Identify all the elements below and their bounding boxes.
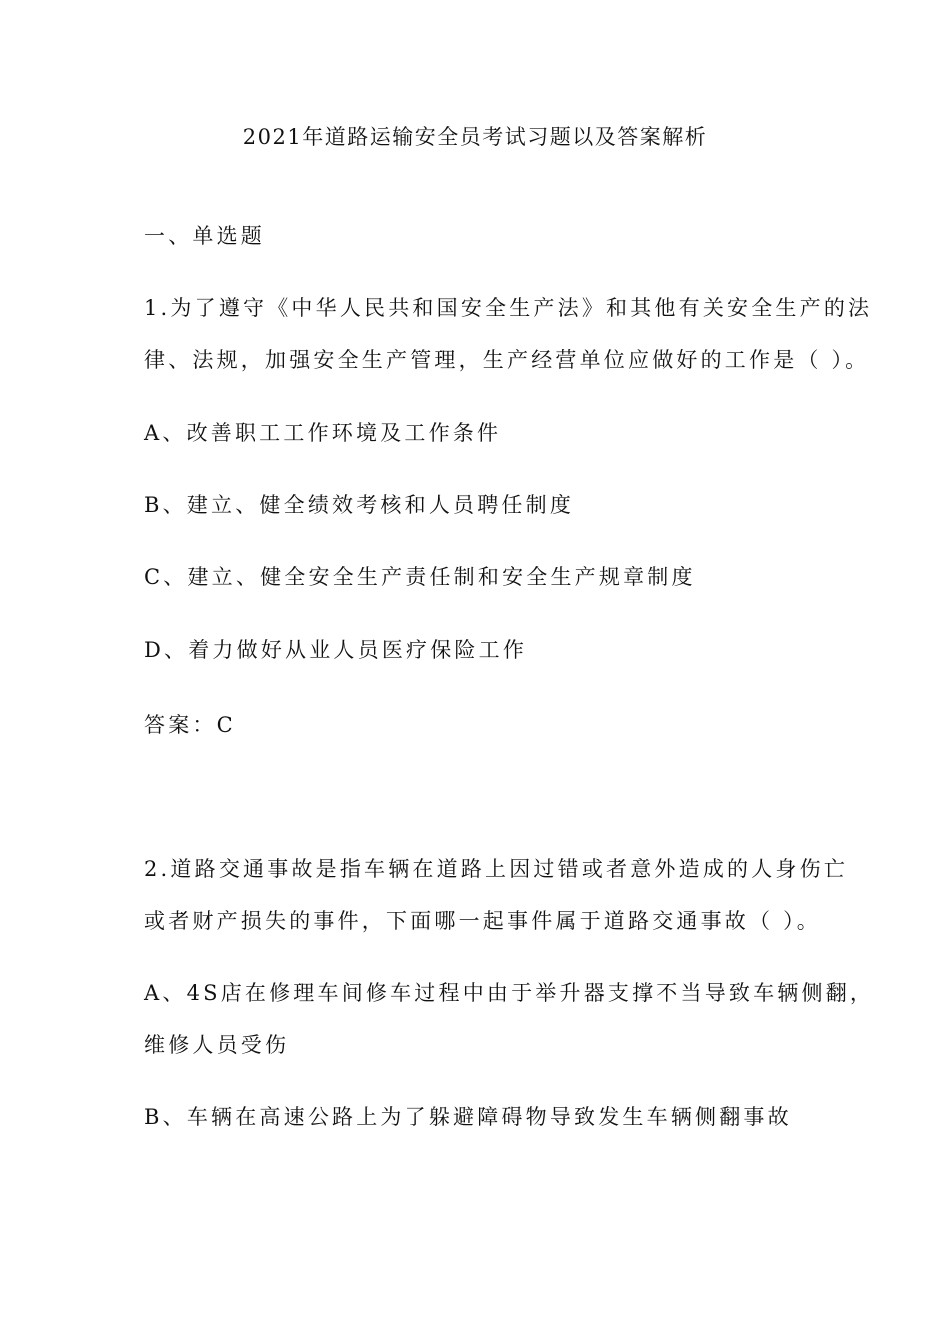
document-title: 2021年道路运输安全员考试习题以及答案解析	[242, 125, 708, 149]
question-2-option-a-line-1: A、4S店在修理车间修车过程中由于举升器支撑不当导致车辆侧翻，	[144, 981, 875, 1005]
section-heading: 一、单选题	[144, 224, 265, 248]
question-1-option-d: D、着力做好从业人员医疗保险工作	[144, 638, 528, 662]
question-1-option-b: B、建立、健全绩效考核和人员聘任制度	[144, 493, 575, 517]
question-1-stem-line-2: 律、法规，加强安全生产管理，生产经营单位应做好的工作是（ ）。	[144, 348, 870, 372]
question-1-answer: 答案：C	[144, 713, 236, 737]
question-2-option-b: B、车辆在高速公路上为了躲避障碍物导致发生车辆侧翻事故	[144, 1105, 792, 1129]
question-2-option-a-line-2: 维修人员受伤	[144, 1033, 290, 1057]
question-2-stem-line-2: 或者财产损失的事件，下面哪一起事件属于道路交通事故（ ）。	[144, 909, 821, 933]
question-2-stem-line-1: 2.道路交通事故是指车辆在道路上因过错或者意外造成的人身伤亡	[144, 857, 849, 881]
question-1-option-c: C、建立、健全安全生产责任制和安全生产规章制度	[144, 565, 696, 589]
question-1-option-a: A、改善职工工作环境及工作条件	[144, 421, 502, 445]
question-1-stem-line-1: 1.为了遵守《中华人民共和国安全生产法》和其他有关安全生产的法	[144, 296, 873, 320]
